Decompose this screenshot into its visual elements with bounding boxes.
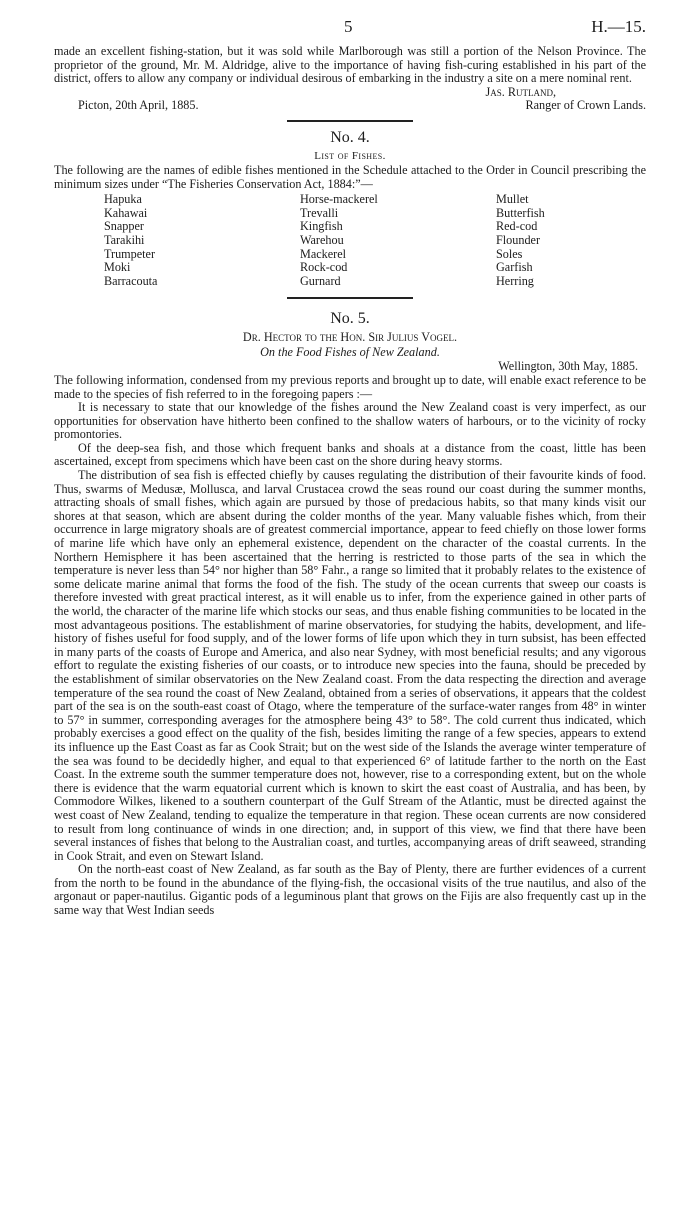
signature-row <box>54 99 646 113</box>
section5-paragraph: The following information, condensed from my previous reports and brought up to date, will enable exact reference to be made to the species of fish referred to in the foregoing papers :— <box>54 372 646 401</box>
fish-name: Mullet <box>496 192 529 207</box>
section5-date: Wellington, 30th May, 1885. <box>498 359 638 374</box>
section5-paragraph: The distribution of sea fish is effected chiefly by causes regulating the distribution of their favourite kinds of food. Thus, swarms of Medusæ, Mollusca, and larval Crustacea crowd the seas round our coast during the summer months, attracting shoals of small fishes, which again are pursued by those of predacious habits, so that many kinds visit our shores at that season, which are absent during the colder months of the year. Many valuable fishes which, from their occurrence in large migratory shoals are of greatest commercial importance, appear to feed chiefly on those lower forms of marine life which have only an ephemeral existence, dependent on the character of the coastal currents. In the Northern Hemisphere it has been ascertained that the herring is restricted to those parts of the sea in which the temperature is never less than 54° nor higher than 58° Fahr., a range so limited that it probably relates to the existence of some delicate marine animal that forms the food of the fish. The study of the ocean currents that sweep our coasts is therefore invested with great practical interest, as it will enable us to infer, from the experience gained in other parts of the world, the character of the marine life which stocks our seas, and thus enable fishing communities to be located in the most advantageous positions. The establishment of marine observatories, for studying the habits, development, and life-history of fishes useful for food supply, and of the lower forms of life upon which they in turn subsist, has been effected in many parts of the coasts of Europe and America, and also near Sydney, with most beneficial results; and any vigorous effort to regulate the existing fisheries of our coasts, or to introduce new species into the fauna, should be preceded by the establishment of similar observatories on the New Zealand coast. From the data respecting the direction and average temperature of the sea round the coast of New Zealand, obtained from a series of observations, it appears that the coldest part of the sea is on the south-east coast of Otago, where the temperature of the surface-water ranges from 48° in winter to 57° in summer, corresponding averages for the atmosphere being 43° to 58°. The cold current thus indicated, which probably exercises a good effect on the quality of the fish, besides limiting the range of a few species, appears to extend its influence up the East Coast as far as Cook Strait; but on the west side of the Islands the average winter temperature of the sea was found to be decidedly higher, and equal to that experienced 6° of latitude farther to the north on the East Coast. In the extreme south the summer temperature does not, however, rise to a corresponding extent, but on the whole there is evidence that the warm equatorial current which is known to skirt the east coast of Australia, and has been, by Commodore Wilkes, likened to a southern counterpart of the Gulf Stream of the Atlantic, must be directed against the west coast of New Zealand, tending to equalize the temperature in that region. These ocean currents are now considered to result from long continuance of winds in one direction; and, in support of this view, we find that there have been several instances of fishes that belong to the Australian coast, and turtles, accompanying areas of drift seaweed, stranding in Cook Strait, and even on Stewart Island. <box>54 468 646 863</box>
fish-name: Warehou <box>300 232 344 247</box>
signature-place-date: Picton, 20th April, 1885. <box>78 98 199 113</box>
section5-paragraph: It is necessary to state that our knowledge of the fishes around the New Zealand coast is very imperfect, as our opportunities for observation have hitherto been confined to the shallow waters of harbours, or to the vicinity of rocky promontories. <box>54 400 646 442</box>
fish-name: Kahawai <box>104 205 148 220</box>
fish-name: Gurnard <box>300 273 341 288</box>
signature-role: Ranger of Crown Lands. <box>525 98 646 113</box>
fish-name: Hapuka <box>104 192 142 207</box>
fish-name: Kingfish <box>300 219 343 234</box>
fish-name: Snapper <box>104 219 144 234</box>
page-header <box>54 0 646 34</box>
fish-name: Tarakihi <box>104 232 145 247</box>
fish-name: Horse-mackerel <box>300 192 378 207</box>
fish-name: Herring <box>496 273 534 288</box>
signature-name: Jas. Rutland, <box>485 84 556 99</box>
section5-paragraph: On the north-east coast of New Zealand, as far south as the Bay of Plenty, there are further evidences of a current from the north to be found in the abundance of the flying-fish, the occasional visits of the true nautilus, and also of the argonaut or paper-nautilus. Gigantic pods of a leguminous plant that grows on the Fijis are also frequently cast up in the same way that West Indian seeds <box>54 862 646 918</box>
section4-number: No. 4. <box>330 128 370 146</box>
fish-list <box>54 193 646 288</box>
fish-name: Butterfish <box>496 205 545 220</box>
section5-addressee: Dr. Hector to the Hon. Sir Julius Vogel. <box>242 330 458 345</box>
section4-lead: The following are the names of edible fishes mentioned in the Schedule attached to the Order in Council prescribing the minimum sizes under “The Fisheries Conservation Act, 1884:”— <box>54 162 646 191</box>
intro-paragraph: made an excellent fishing-station, but it was sold while Marlborough was still a portion of the Nelson Province. The proprietor of the ground, Mr. M. Aldridge, alive to the importance of having fish-curing established in his part of the district, offers to allow any company or individual desirous of embarking in the industry a site on a mere nominal rent. <box>54 44 646 86</box>
fish-name: Barracouta <box>104 273 158 288</box>
section-divider <box>287 120 413 122</box>
fish-name: Soles <box>496 246 523 261</box>
fish-name: Red-cod <box>496 219 538 234</box>
section5-number: No. 5. <box>330 310 370 328</box>
fish-name: Moki <box>104 260 131 275</box>
section5-topic: On the Food Fishes of New Zealand. <box>260 345 440 360</box>
fish-name: Rock-cod <box>300 260 348 275</box>
fish-name: Trumpeter <box>104 246 156 261</box>
fish-name: Flounder <box>496 232 541 247</box>
section5-paragraph: Of the deep-sea fish, and those which frequent banks and shoals at a distance from the coast, little has been ascertained, except from specimens which have been cast on the shore during heavy storms. <box>54 440 646 469</box>
fish-name: Garfish <box>496 260 533 275</box>
section4-subtitle: List of Fishes. <box>314 149 386 162</box>
document-code: H.—15. <box>591 17 646 36</box>
page-number: 5 <box>344 17 353 36</box>
fish-name: Mackerel <box>300 246 347 261</box>
section-divider <box>287 297 413 299</box>
fish-name: Trevalli <box>300 205 339 220</box>
